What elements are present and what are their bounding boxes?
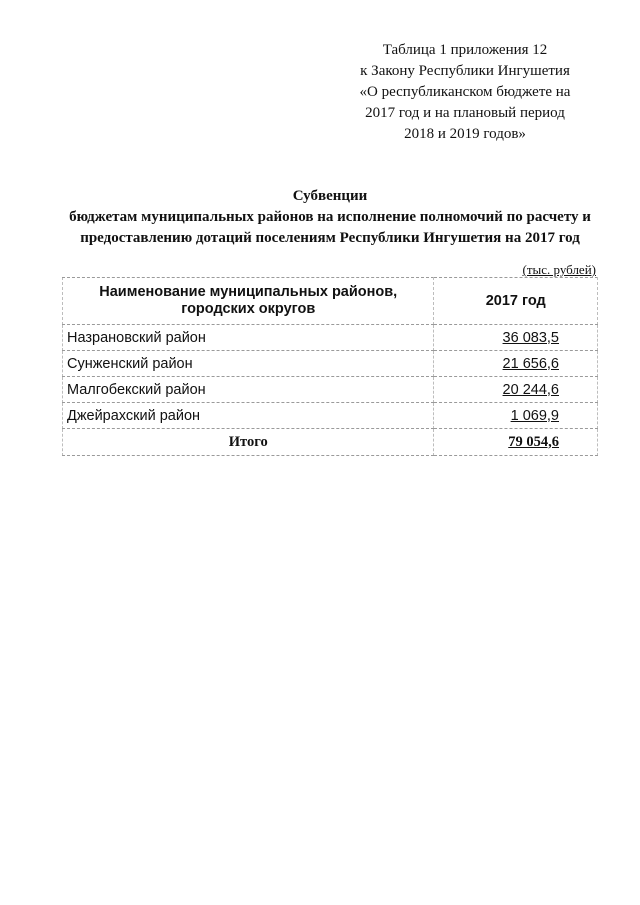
district-value xyxy=(434,351,598,377)
table-row xyxy=(63,377,598,403)
column-header-name: Наименование муниципальных районов, городских округов xyxy=(63,278,434,325)
district-value xyxy=(434,325,598,351)
header-line: 2017 год и на плановый период xyxy=(365,105,565,121)
value-text: 20 244,6 xyxy=(502,381,559,398)
district-name: Джейрахский район xyxy=(63,403,434,429)
header-line: Таблица 1 приложения 12 xyxy=(382,42,548,58)
document-title xyxy=(40,186,620,249)
units-label: (тыс. рублей) xyxy=(522,262,596,277)
title-line: предоставлению дотаций поселениям Республики Ингушетия на 2017 год xyxy=(80,230,580,246)
total-label: Итого xyxy=(63,429,434,456)
total-value xyxy=(434,429,598,456)
district-value xyxy=(434,403,598,429)
title-line: бюджетам муниципальных районов на исполнение полномочий по расчету и xyxy=(69,209,591,225)
value-text: 36 083,5 xyxy=(502,329,559,346)
table-row xyxy=(63,325,598,351)
table-row xyxy=(63,351,598,377)
appendix-header xyxy=(340,40,590,145)
title-line: Субвенции xyxy=(292,188,368,204)
table-row xyxy=(63,403,598,429)
total-value-text: 79 054,6 xyxy=(508,433,559,450)
header-line: 2018 и 2019 годов» xyxy=(404,126,526,142)
header-line: к Закону Республики Ингушетия xyxy=(360,63,570,79)
table-header-row xyxy=(63,278,598,325)
district-value xyxy=(434,377,598,403)
total-row xyxy=(63,429,598,456)
subsidies-table xyxy=(62,277,598,456)
district-name: Сунженский район xyxy=(63,351,434,377)
district-name: Назрановский район xyxy=(63,325,434,351)
value-text: 1 069,9 xyxy=(510,407,559,424)
header-line: «О республиканском бюджете на xyxy=(359,84,571,100)
value-text: 21 656,6 xyxy=(502,355,559,372)
district-name: Малгобекский район xyxy=(63,377,434,403)
column-header-year: 2017 год xyxy=(434,278,598,325)
